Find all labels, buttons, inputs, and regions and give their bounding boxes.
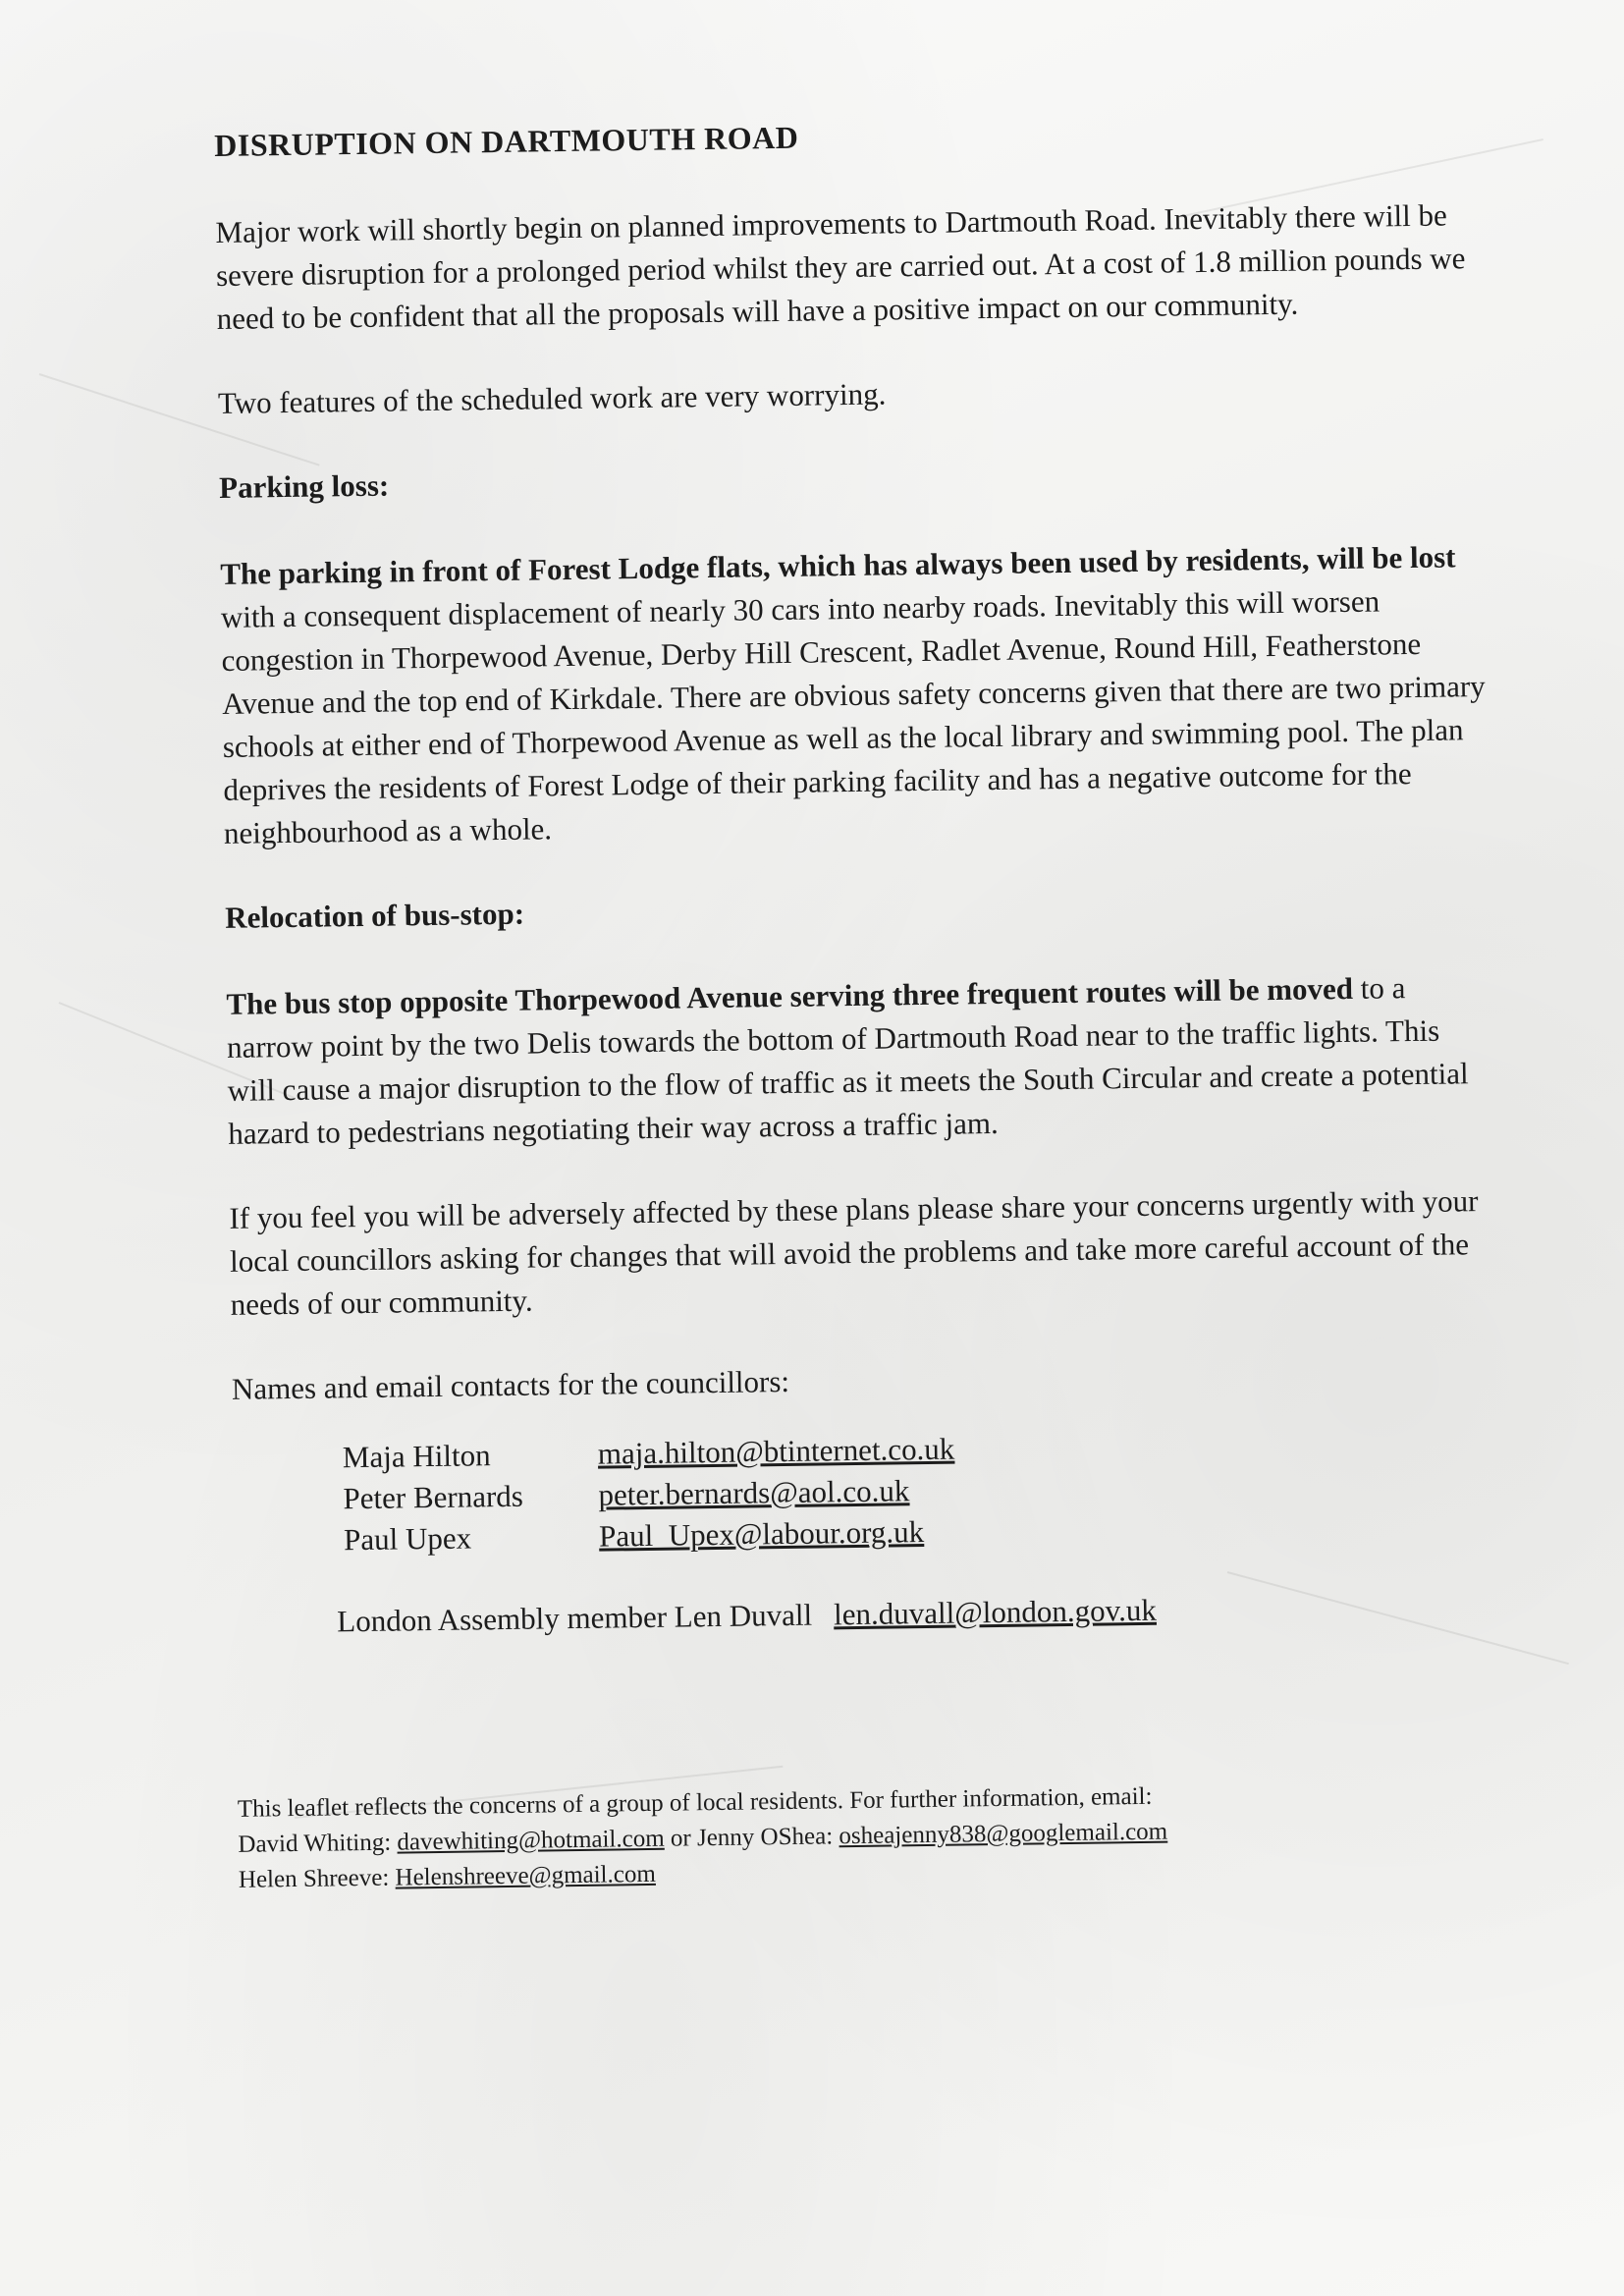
parking-bold-lead: The parking in front of Forest Lodge flats, which has always been used by residents, will be lost: [220, 539, 1456, 591]
councillor-name: Peter Bernards: [343, 1478, 524, 1516]
footer-line1: This leaflet reflects the concerns of a group of local residents. For further information, email:: [237, 1782, 1153, 1823]
features-line: Two features of the scheduled work are very worrying.: [217, 376, 887, 420]
councillor-email-link[interactable]: maja.hilton@btinternet.co.uk: [597, 1431, 955, 1471]
councillor-name: Maja Hilton: [342, 1438, 491, 1475]
busstop-heading: Relocation of bus-stop:: [224, 896, 525, 935]
busstop-paragraph: [226, 965, 1494, 1156]
footer-contact2-email-link[interactable]: osheajenny838@googlemail.com: [839, 1818, 1168, 1850]
contacts-intro: Names and email contacts for the councillors:: [231, 1363, 790, 1406]
footer: [238, 1775, 1505, 1898]
footer-contact3-label: Helen Shreeve:: [238, 1864, 396, 1893]
leaflet-content: [214, 110, 1505, 1898]
assembly-email-link[interactable]: len.duvall@london.gov.uk: [833, 1592, 1158, 1632]
councillor-email-link[interactable]: peter.bernards@aol.co.uk: [598, 1473, 910, 1512]
footer-contact1-label: David Whiting:: [238, 1829, 398, 1858]
councillor-name: Paul Upex: [343, 1520, 472, 1558]
parking-heading: Parking loss:: [218, 467, 390, 505]
footer-contact3-email-link[interactable]: Helenshreeve@gmail.com: [395, 1860, 657, 1891]
footer-contact1-email-link[interactable]: davewhiting@hotmail.com: [397, 1825, 665, 1856]
call-to-action: If you feel you will be adversely affected by these plans please share your concerns urgently with your local councillors asking for changes that will avoid the problems and take more careful account of the needs of our community.: [229, 1183, 1479, 1322]
councillor-list: [343, 1421, 1501, 1560]
page-title: DISRUPTION ON DARTMOUTH ROAD: [214, 119, 799, 163]
busstop-bold-lead: The bus stop opposite Thorpewood Avenue serving three frequent routes will be moved: [226, 970, 1354, 1021]
busstop-body: to a narrow point by the two Delis towards the bottom of Dartmouth Road near to the traffic lights. This will cause a major disruption to the flow of traffic as it meets the South Circular and create a potential hazard to pedestrians negotiating their way across a traffic jam.: [226, 970, 1469, 1151]
assembly-label: London Assembly member Len Duvall: [337, 1597, 813, 1639]
councillor-email-link[interactable]: Paul_Upex@labour.org.uk: [598, 1514, 925, 1554]
parking-paragraph: [220, 535, 1490, 855]
intro-paragraph: Major work will shortly begin on planned improvements to Dartmouth Road. Inevitably there will be severe disruption for a prolonged period whilst they are carried out. At a cost of 1.8 million pounds we need to be confident that all the proposals will have a positive impact on our community.: [215, 197, 1466, 336]
assembly-member: [337, 1584, 1501, 1644]
footer-joiner: or Jenny OShea:: [664, 1823, 839, 1852]
parking-body: with a consequent displacement of nearly 30 cars into nearby roads. Inevitably this will worsen congestion in Thorpewood Avenue, Derby Hill Crescent, Radlet Avenue, Round Hill, Featherstone Avenue and the top end of Kirkdale. There are obvious safety concerns given that there are two primary schools at either end of Thorpewood Avenue as well as the local library and swimming pool. The plan deprives the residents of Forest Lodge of their parking facility and has a negative outcome for the neighbourhood as a whole.: [220, 583, 1486, 850]
